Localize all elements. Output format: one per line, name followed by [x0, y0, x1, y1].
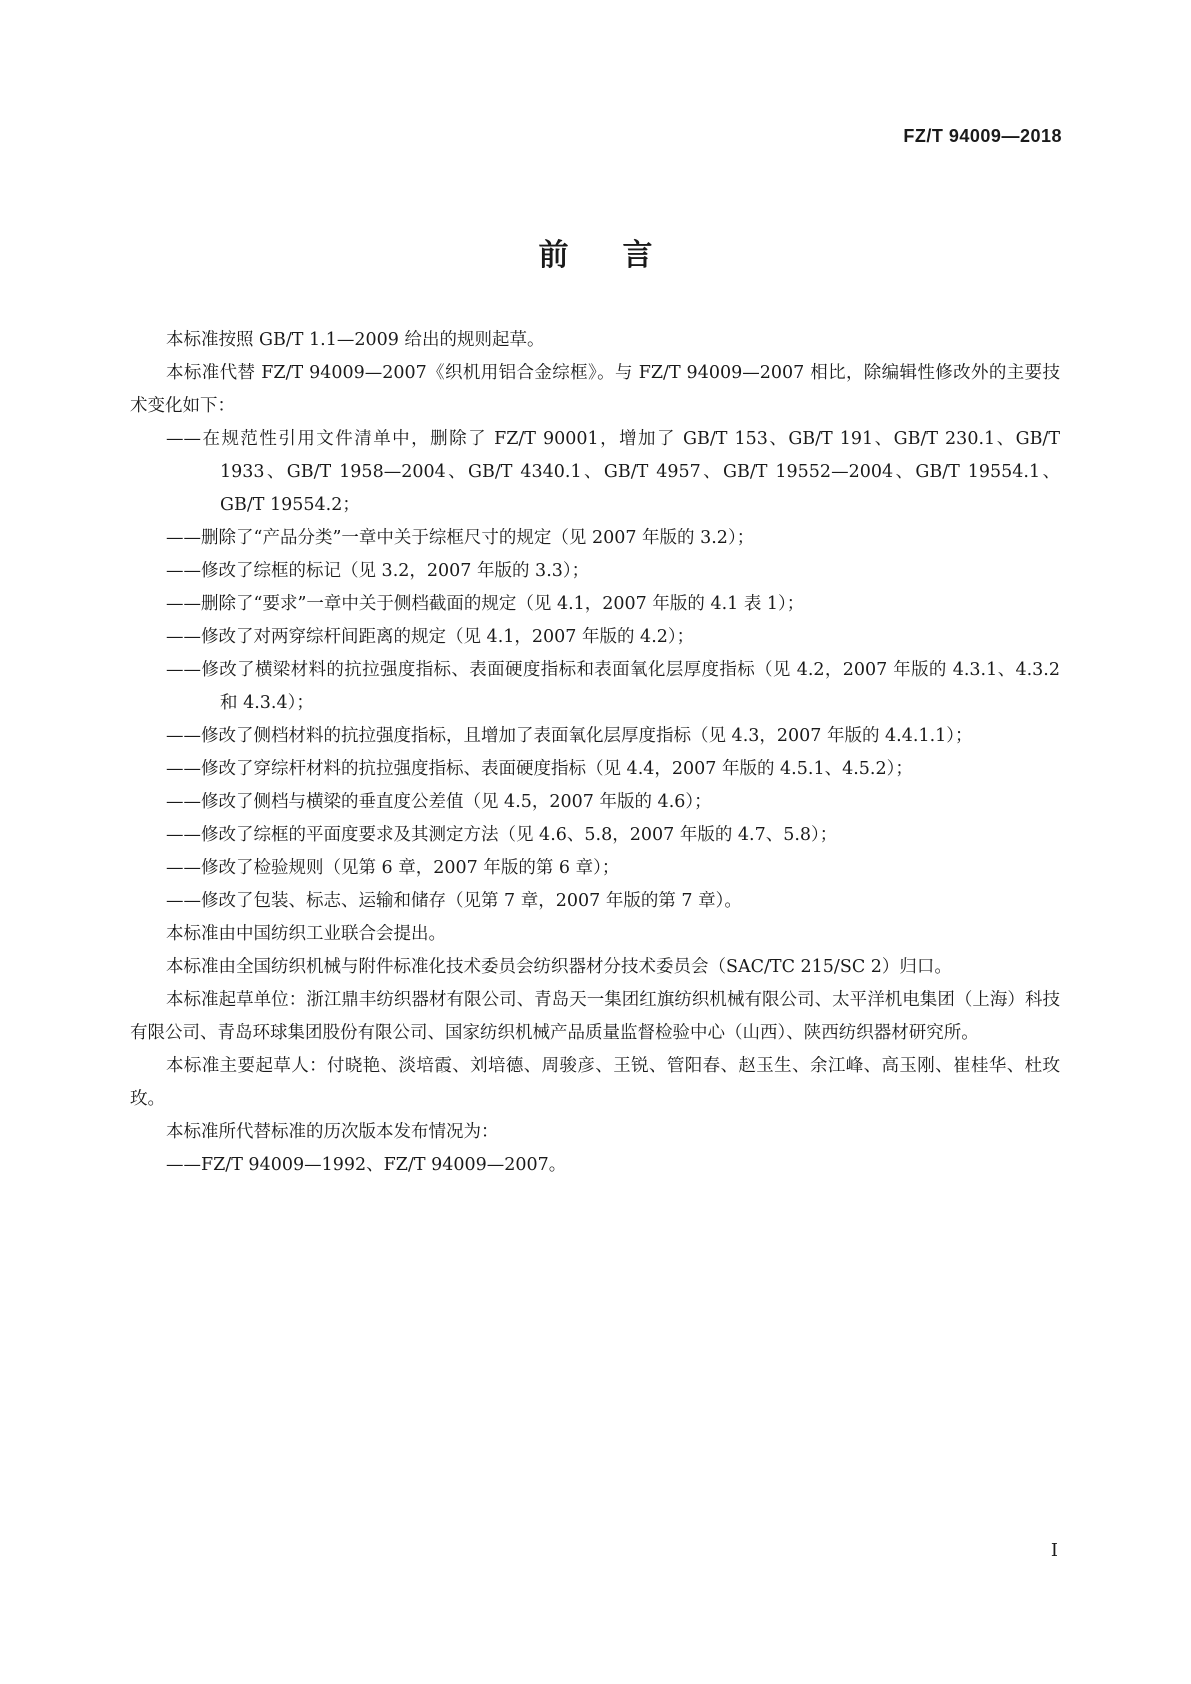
change-list-item: ——修改了侧档材料的抗拉强度指标，且增加了表面氧化层厚度指标（见 4.3，2007 年版的 4.4.1.1）；	[166, 726, 973, 746]
change-list-item: ——修改了穿综杆材料的抗拉强度指标、表面硬度指标（见 4.4，2007 年版的 4.5.1、4.5.2）；	[166, 759, 913, 779]
paragraph: 本标准主要起草人：付晓艳、淡培霞、刘培德、周骏彦、王锐、管阳春、赵玉生、余江峰、高玉刚、崔桂华、杜玫玫。	[130, 1056, 1060, 1109]
page-title	[0, 230, 1191, 274]
change-list-item: ——修改了横梁材料的抗拉强度指标、表面硬度指标和表面氧化层厚度指标（见 4.2，2007 年版的 4.3.1、4.3.2 和 4.3.4）；	[166, 660, 1060, 713]
paragraph: 本标准所代替标准的历次版本发布情况为：	[166, 1122, 499, 1142]
paragraph: 本标准由中国纺织工业联合会提出。	[166, 924, 446, 944]
change-list-item: ——修改了对两穿综杆间距离的规定（见 4.1，2007 年版的 4.2）；	[166, 627, 695, 647]
change-list-item: ——删除了“要求”一章中关于侧档截面的规定（见 4.1，2007 年版的 4.1 表 1）；	[166, 594, 805, 614]
change-list-item: ——修改了包装、标志、运输和储存（见第 7 章，2007 年版的第 7 章）。	[166, 891, 742, 911]
paragraph: 本标准起草单位：浙江鼎丰纺织器材有限公司、青岛天一集团红旗纺织机械有限公司、太平洋机电集团（上海）科技有限公司、青岛环球集团股份有限公司、国家纺织机械产品质量监督检验中心（山西）、陕西纺织器材研究所。	[130, 990, 1060, 1043]
change-list-item: ——FZ/T 94009—1992、FZ/T 94009—2007。	[166, 1155, 567, 1175]
change-list-item: ——修改了综框的平面度要求及其测定方法（见 4.6、5.8，2007 年版的 4.7、5.8）；	[166, 825, 838, 845]
title-char-2: 言	[622, 238, 653, 273]
change-list-item: ——修改了检验规则（见第 6 章，2007 年版的第 6 章）；	[166, 858, 620, 878]
paragraph: 本标准代替 FZ/T 94009—2007《织机用铝合金综框》。与 FZ/T 94009—2007 相比，除编辑性修改外的主要技术变化如下：	[130, 363, 1060, 416]
change-list-item: ——在规范性引用文件清单中，删除了 FZ/T 90001，增加了 GB/T 153、GB/T 191、GB/T 230.1、GB/T 1933、GB/T 1958—2004、GB/T 4340.1、GB/T 4957、GB/T 19552—2004、GB/T 19554.1、GB/T 19554.2；	[166, 429, 1060, 515]
standard-code: FZ/T 94009—2018	[903, 126, 1062, 146]
paragraph: 本标准由全国纺织机械与附件标准化技术委员会纺织器材分技术委员会（SAC/TC 215/SC 2）归口。	[166, 957, 952, 977]
change-list-item: ——修改了综框的标记（见 3.2，2007 年版的 3.3）；	[166, 561, 590, 581]
change-list-item: ——删除了“产品分类”一章中关于综框尺寸的规定（见 2007 年版的 3.2）；	[166, 528, 755, 548]
change-list-item: ——修改了侧档与横梁的垂直度公差值（见 4.5，2007 年版的 4.6）；	[166, 792, 712, 812]
paragraph: 本标准按照 GB/T 1.1—2009 给出的规则起草。	[166, 330, 545, 350]
title-char-1: 前	[538, 238, 569, 273]
foreword-body	[130, 324, 1060, 1182]
page-number: I	[1050, 1540, 1058, 1561]
